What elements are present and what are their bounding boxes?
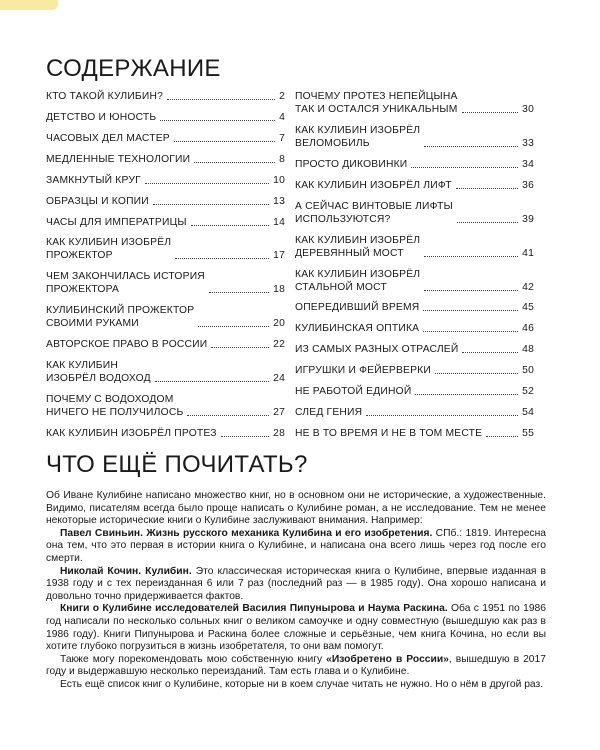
book-description: СПб.: 1819. Интересна она тем, что это первая в истории книга о Кулибине, и написана она всего лишь через год после его смерти.	[46, 527, 546, 564]
toc-page-number: 20	[273, 318, 285, 330]
toc-entry-title: ОБРАЗЦЫ И КОПИИ	[46, 195, 149, 207]
toc-page-number: 30	[522, 104, 534, 115]
toc-leader-dots	[175, 258, 269, 259]
toc-leader-dots	[415, 394, 518, 395]
toc-entry-title: КАК КУЛИБИН ИЗОБРЁЛ ВЕЛОМОБИЛЬ	[295, 124, 421, 149]
toc-entry[interactable]	[295, 158, 534, 171]
toc-leader-dots	[194, 162, 275, 163]
toc-page-number: 17	[273, 250, 285, 262]
toc-entry-title: ЧАСЫ ДЛЯ ИМПЕРАТРИЦЫ	[46, 216, 187, 228]
toc-entry[interactable]	[46, 111, 285, 124]
toc-entry[interactable]	[295, 268, 534, 294]
toc-entry-title: КАК КУЛИБИН ИЗОБРЁЛ ПРОТЕЗ	[46, 427, 217, 439]
toc-entry-title: КУЛИБИНСКИЙ ПРОЖЕКТОР СВОИМИ РУКАМИ	[46, 305, 195, 330]
toc-page-number: 52	[522, 386, 534, 398]
toc-page-number: 14	[273, 216, 285, 228]
toc-page-number: 45	[522, 302, 534, 314]
toc-entry[interactable]	[295, 124, 534, 150]
toc-entry-title: НЕ В ТО ВРЕМЯ И НЕ В ТОМ МЕСТЕ	[295, 427, 483, 439]
toc-page-number: 7	[279, 132, 285, 144]
toc-page-number: 41	[522, 247, 534, 259]
toc-page-number: 33	[522, 137, 534, 149]
toc-leader-dots	[424, 256, 518, 257]
toc-entry-title: ЗАМКНУТЫЙ КРУГ	[46, 174, 141, 186]
toc-entry[interactable]	[295, 364, 534, 377]
toc-entry[interactable]	[46, 427, 285, 440]
toc-entry-title: ПОЧЕМУ ПРОТЕЗ НЕПЕЙЦЫНА ТАК И ОСТАЛСЯ УНИКАЛЬНЫМ	[295, 91, 458, 115]
toc-entry[interactable]	[295, 90, 534, 116]
toc-leader-dots	[221, 436, 269, 437]
toc-leader-dots	[155, 381, 269, 382]
toc-page-number: 28	[273, 427, 285, 439]
toc-entry-title: ПОЧЕМУ С ВОДОХОДОМ НИЧЕГО НЕ ПОЛУЧИЛОСЬ	[46, 394, 184, 419]
toc-entry[interactable]	[295, 343, 534, 356]
book-title: Книги о Кулибине исследователей Василия Пипунырова и Наума Раскина.	[60, 603, 448, 615]
toc-page-number: 8	[279, 153, 285, 165]
toc-entry-title: ЧЕМ ЗАКОНЧИЛАСЬ ИСТОРИЯ ПРОЖЕКТОРА	[46, 271, 205, 296]
toc-title: СОДЕРЖАНИЕ	[46, 55, 221, 82]
toc-page-number: 4	[279, 111, 285, 123]
reading-intro: Об Иване Кулибине написано множество книг, но в основном они не исторические, а художественные. Видимо, писателям всегда было проще написать о Кулибине роман, а не исследование. Тем не менее некоторые исторические книги о Кулибине заслуживают внимания. Например:	[46, 490, 546, 527]
toc-left-column	[46, 90, 285, 440]
toc-page-number: 48	[522, 344, 534, 356]
book-title: Павел Свиньин. Жизнь русского механика Кулибина и его изобретения.	[60, 527, 433, 539]
toc-leader-dots	[145, 183, 269, 184]
toc-entry-title: ЧАСОВЫХ ДЕЛ МАСТЕР	[46, 132, 170, 144]
toc-entry-title: ОПЕРЕДИВШИЙ ВРЕМЯ	[295, 302, 420, 314]
toc-leader-dots	[411, 167, 518, 168]
toc-entry-title: КАК КУЛИБИН ИЗОБРЁЛ СТАЛЬНОЙ МОСТ	[295, 268, 421, 293]
toc-page-number: 13	[273, 195, 285, 207]
toc-leader-dots	[456, 188, 518, 189]
toc-entry-title: КАК КУЛИБИН ИЗОБРЁЛ ЛИФТ	[295, 179, 452, 191]
toc-entry-title: КАК КУЛИБИН ИЗОБРЁЛ ДЕРЕВЯННЫЙ МОСТ	[295, 234, 421, 259]
toc-right-column	[295, 90, 534, 440]
reading-closing: Есть ещё список книг о Кулибине, которые ни в коем случае читать не нужно. Но о нём в другой раз.	[60, 678, 544, 690]
toc-page-number: 2	[279, 91, 285, 102]
toc-page-number: 55	[522, 427, 534, 439]
toc-entry[interactable]	[46, 195, 285, 208]
toc-entry[interactable]	[46, 236, 285, 262]
toc-entry-title: ПРОСТО ДИКОВИНКИ	[295, 158, 408, 170]
toc-entry[interactable]	[295, 322, 534, 335]
toc-entry[interactable]	[46, 132, 285, 145]
toc-entry[interactable]	[295, 234, 534, 260]
toc-entry[interactable]	[46, 393, 285, 419]
toc-page-number: 54	[522, 407, 534, 419]
toc-entry[interactable]	[295, 301, 534, 314]
book-entry	[46, 528, 546, 566]
toc-page-number: 24	[273, 373, 285, 385]
toc-leader-dots	[462, 352, 518, 353]
toc-leader-dots	[174, 141, 275, 142]
book-entry	[46, 566, 546, 604]
toc-page-number: 42	[522, 281, 534, 293]
own-book-recommendation	[46, 654, 546, 679]
own-book-pre: Также могу порекомендовать мою собственную книгу	[60, 653, 327, 665]
book-entry	[46, 603, 546, 653]
corner-accent	[0, 0, 58, 10]
toc-leader-dots	[457, 222, 518, 223]
toc-entry[interactable]	[295, 385, 534, 398]
book-description: Оба с 1951 по 1986 год написали по несколько сольных книг о великом самоучке и одну совместную (вышедшую как раз в 1986 году). Книги Пипунырова и Раскина более сложные и серьёзные, чем книга Кочина, но если вы хотите глубоко погрузиться в жизнь изобретателя, то они вам помогут.	[46, 603, 547, 653]
toc-leader-dots	[435, 373, 518, 374]
toc-entry[interactable]	[46, 338, 285, 351]
toc-entry-title: ДЕТСТВО И ЮНОСТЬ	[46, 111, 157, 123]
toc-page-number: 27	[273, 407, 285, 419]
toc-entry[interactable]	[46, 359, 285, 385]
toc-entry-title: СЛЕД ГЕНИЯ	[295, 407, 363, 419]
toc-entry-title: АВТОРСКОЕ ПРАВО В РОССИИ	[46, 339, 208, 351]
book-description: Это классическая историческая книга о Кулибине, впервые изданная в 1938 году и с тех переизданная 6 или 7 раз (последний раз — в 1985 году). Она хорошо написана и довольно точно придерживается фактов.	[46, 565, 546, 602]
toc-page-number: 34	[522, 158, 534, 170]
toc-entry[interactable]	[295, 427, 534, 440]
toc-entry[interactable]	[46, 90, 285, 103]
toc-entry[interactable]	[46, 216, 285, 229]
toc-leader-dots	[191, 225, 269, 226]
toc-leader-dots	[187, 415, 269, 416]
toc-leader-dots	[167, 99, 275, 100]
toc-page-number: 22	[273, 339, 285, 351]
toc-page-number: 46	[522, 323, 534, 335]
toc-leader-dots	[424, 290, 518, 291]
toc-leader-dots	[198, 326, 269, 327]
toc-leader-dots	[366, 415, 518, 416]
toc-entry-title: КАК КУЛИБИН ИЗОБРЁЛ ПРОЖЕКТОР	[46, 237, 172, 262]
toc-page-number: 36	[522, 179, 534, 191]
toc-entry-title: ИЗ САМЫХ РАЗНЫХ ОТРАСЛЕЙ	[295, 344, 459, 356]
toc-entry[interactable]	[295, 200, 534, 226]
toc-entry[interactable]	[46, 153, 285, 166]
reading-list	[46, 490, 546, 692]
toc-entry-title: А СЕЙЧАС ВИНТОВЫЕ ЛИФТЫ ИСПОЛЬЗУЮТСЯ?	[295, 200, 453, 225]
toc-page-number: 39	[522, 213, 534, 225]
toc-leader-dots	[160, 120, 275, 121]
book-title: Николай Кочин. Кулибин.	[60, 565, 192, 577]
toc-entry[interactable]	[46, 304, 285, 330]
toc-page-number: 50	[522, 365, 534, 377]
toc-entry-title: КАК КУЛИБИН ИЗОБРЁЛ ВОДОХОД	[46, 360, 151, 385]
own-book-post: , вышедшую в 2017 году и выдержавшую несколько переизданий. Там есть глава и о Кулибине.	[46, 653, 546, 678]
toc-entry-title: НЕ РАБОТОЙ ЕДИНОЙ	[295, 386, 412, 398]
reading-title: ЧТО ЕЩЁ ПОЧИТАТЬ?	[46, 451, 308, 478]
toc-entry-title: КУЛИБИНСКАЯ ОПТИКА	[295, 323, 420, 335]
toc-entry-title: ИГРУШКИ И ФЕЙЕРВЕРКИ	[295, 365, 431, 377]
toc-entry[interactable]	[295, 406, 534, 419]
toc-leader-dots	[462, 112, 519, 113]
toc-entry[interactable]	[46, 174, 285, 187]
toc-entry-title: МЕДЛЕННЫЕ ТЕХНОЛОГИИ	[46, 153, 191, 165]
toc-leader-dots	[423, 310, 518, 311]
toc-leader-dots	[423, 331, 518, 332]
toc-leader-dots	[424, 146, 518, 147]
toc-entry[interactable]	[46, 270, 285, 296]
toc-leader-dots	[153, 204, 269, 205]
toc-leader-dots	[486, 436, 518, 437]
toc-leader-dots	[211, 347, 269, 348]
toc-entry[interactable]	[295, 179, 534, 192]
toc-entry-title: КТО ТАКОЙ КУЛИБИН?	[46, 91, 164, 102]
own-book-title: «Изобретено в России»	[326, 653, 449, 665]
toc-leader-dots	[209, 292, 269, 293]
toc-page-number: 10	[273, 174, 285, 186]
toc-page-number: 18	[273, 284, 285, 296]
